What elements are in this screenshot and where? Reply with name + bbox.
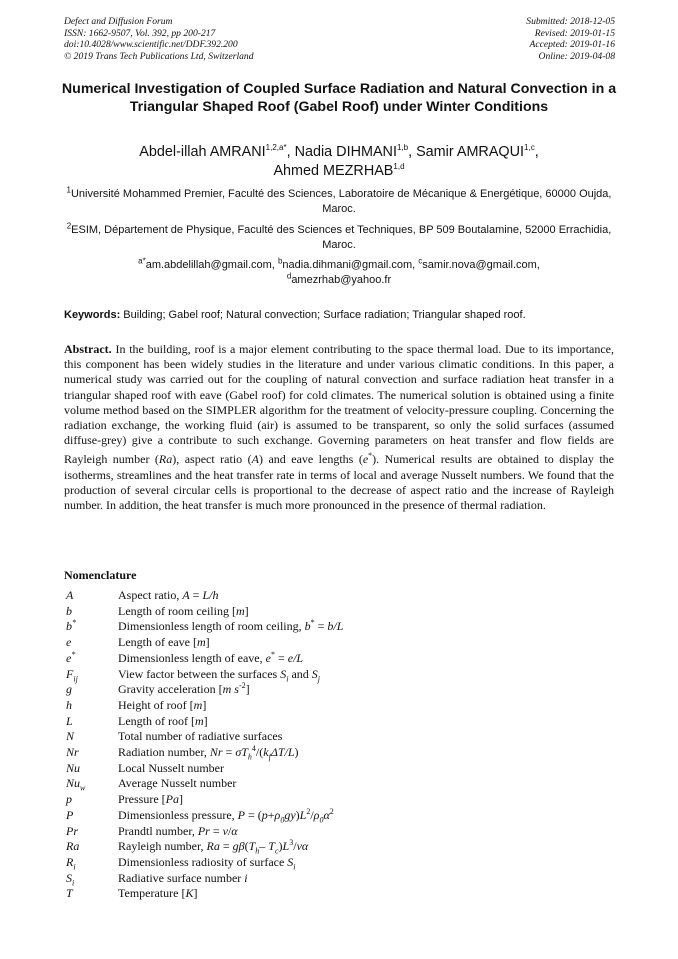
nomenclature-symbol: L: [66, 713, 73, 728]
nomenclature-symbol: $R_i$: [66, 854, 76, 872]
nomenclature-row: [66, 588, 598, 604]
author-list: Abdel-illah $AMRANI^{1,2,a*}$, Nadia DIHMANI$^{1,b}$, Samir AMRAQUI$^{1,c}$, Ahmed MEZRHAB$^{1,d}$: [139, 143, 539, 179]
nomenclature-symbol: h: [66, 697, 72, 712]
nomenclature-symbol: e*: [66, 649, 76, 665]
nomenclature-row: [66, 651, 598, 667]
nomenclature-symbol: N: [66, 729, 75, 744]
nomenclature-description: Dimensionless pressure, $P = (p+\rho_0gy)L^2/\rho_0\alpha^2$: [118, 806, 334, 825]
publication-dates: [526, 16, 615, 62]
abstract-text: In the building, roof is a major element contributing to the space thermal load. Due to its importance, this component has been widely studies in the literature and under various climatic conditions. In this paper, a numerical study was carried out for the coupling of natural convection and surface radiation heat transfer in a triangular shaped roof with eave (Gabel roof) for cold climates. The numerical solution is obtained using a finite volume method based on the SIMPLER algorithm for the treatment of velocity-pressure coupling. Concerning the radiation exchange, the working fluid (air) is assumed to be transparent, so only the solid surfaces (assumed diffuse-grey) give a contribute to such exchange. Governing parameters on heat transfer and flow fields are Rayleigh number (Ra), aspect ratio (A) and eave lengths (e*). Numerical results are obtained to display the isotherms, streamlines and the heat transfer rate in terms of local and average Nusselt numbers. We found that the production of several circular cells is proportional to the decrease of aspect ratio and the increase of Rayleigh number. In addition, the heat transfer is much more pronounced in the presence of thermal radiation.: [64, 342, 614, 513]
nomenclature-table: [66, 588, 598, 902]
nomenclature-description: Dimensionless radiosity of surface $S_i$: [118, 854, 296, 872]
nomenclature-symbol: b*: [66, 618, 76, 634]
nomenclature-heading: Nomenclature: [64, 568, 137, 582]
email-link[interactable]: am.abdelillah@gmail.com,: [145, 259, 278, 271]
author-emails: $^{a*}$am.abdelillah@gmail.com, $^b$nadia.dihmani@gmail.com, $^c$samir.nova@gmail.com, $^d$amezrhab@yahoo.fr: [138, 256, 540, 286]
nomenclature-description: Aspect ratio, A = L/h: [118, 588, 219, 602]
journal-name: Defect and Diffusion Forum: [64, 16, 173, 27]
affiliation-1: $^1$Université Mohammed Premier, Faculté des Sciences, Laboratoire de Mécanique & Energétique, 60000 Oujda, Maroc.: [66, 185, 612, 215]
nomenclature-description: Average Nusselt number: [118, 776, 237, 791]
keywords: [64, 308, 614, 323]
nomenclature-row: [66, 745, 598, 761]
nomenclature-symbol: $S_i$: [66, 870, 75, 888]
nomenclature-description: Length of roof [m]: [118, 713, 208, 728]
nomenclature-description: Local Nusselt number: [118, 760, 224, 775]
nomenclature-description: Length of room ceiling [m]: [118, 603, 249, 618]
nomenclature-description: Radiation number, $Nr = \sigma T_h^4/(k_f\Delta T/L)$: [118, 744, 299, 762]
nomenclature-symbol: Pr: [66, 823, 78, 838]
nomenclature-description: Pressure [Pa]: [118, 792, 183, 807]
nomenclature-description: View factor between the surfaces $S_i$ and $S_j$: [118, 666, 320, 683]
nomenclature-row: [66, 698, 598, 714]
email-link[interactable]: amezrhab@yahoo.fr: [291, 274, 392, 286]
nomenclature-row: [66, 729, 598, 745]
nomenclature-row: [66, 871, 598, 887]
abstract-label: Abstract.: [64, 342, 112, 356]
nomenclature-description: Height of roof [m]: [118, 697, 207, 712]
nomenclature-row: [66, 824, 598, 840]
author: Ahmed MEZRHAB$^{1,d}$: [273, 162, 405, 179]
nomenclature-symbol: Nu: [66, 760, 81, 775]
keywords-label: Keywords:: [64, 309, 121, 321]
nomenclature-symbol: Nr: [66, 745, 79, 760]
date-revised: Revised: 2019-01-15: [534, 27, 615, 39]
nomenclature-symbol: P: [66, 807, 74, 822]
author: Samir AMRAQUI$^{1,c}$: [416, 143, 535, 160]
author: Nadia DIHMANI$^{1,b}$: [294, 143, 409, 160]
affiliation-2: $^2$ESIM, Département de Physique, Faculté des Sciences et Techniques, BP 509 Boutalamine, 52000 Errachidia, Maroc.: [66, 221, 612, 251]
nomenclature-row: [66, 808, 598, 824]
nomenclature-description: Dimensionless length of eave, e* = e/L: [118, 649, 304, 665]
email-link[interactable]: samir.nova@gmail.com,: [422, 259, 540, 271]
date-accepted: Accepted: 2019-01-16: [529, 39, 615, 51]
nomenclature-symbol: $F_{ij}$: [66, 666, 78, 683]
journal-issn: ISSN: 1662-9507, Vol. 392, pp 200-217: [64, 27, 216, 39]
journal-info: [64, 16, 254, 62]
nomenclature-row: [66, 761, 598, 777]
nomenclature-row: [66, 839, 598, 855]
nomenclature-symbol: b: [66, 603, 72, 618]
nomenclature-description: Temperature [K]: [118, 886, 198, 901]
nomenclature-symbol: $Nu_w$: [66, 776, 86, 793]
nomenclature-description: Rayleigh number, $Ra = g\beta(T_h-$ $T_c)L^3/\nu\alpha$: [118, 838, 309, 856]
nomenclature-row: [66, 604, 598, 620]
nomenclature-description: Total number of radiative surfaces: [118, 729, 283, 744]
nomenclature-row: [66, 855, 598, 871]
nomenclature-symbol: e: [66, 635, 72, 650]
nomenclature-description: Gravity acceleration [m $s^{-2}$]: [118, 681, 250, 697]
email-link[interactable]: nadia.dihmani@gmail.com,: [282, 259, 419, 271]
date-online: Online: 2019-04-08: [538, 50, 615, 62]
nomenclature-row: [66, 619, 598, 635]
nomenclature-description: Radiative surface number i: [118, 870, 248, 885]
abstract: [64, 342, 614, 513]
journal-doi: doi:10.4028/www.scientific.net/DDF.392.200: [64, 39, 238, 51]
nomenclature-row: [66, 792, 598, 808]
nomenclature-symbol: T: [66, 886, 73, 901]
nomenclature-row: [66, 714, 598, 730]
nomenclature-row: [66, 886, 598, 902]
nomenclature-symbol: p: [66, 792, 72, 807]
nomenclature-description: Length of eave [m]: [118, 635, 210, 650]
nomenclature-symbol: g: [66, 682, 72, 697]
nomenclature-symbol: A: [66, 588, 74, 602]
nomenclature-description: Dimensionless length of room ceiling, b* = b/L: [118, 618, 344, 634]
nomenclature-row: [66, 635, 598, 651]
author: Abdel-illah $AMRANI^{1,2,a*}$: [139, 143, 287, 160]
journal-copyright: © 2019 Trans Tech Publications Ltd, Switzerland: [64, 50, 254, 62]
keywords-text: Building; Gabel roof; Natural convection; Surface radiation; Triangular shaped roof.: [120, 309, 526, 321]
nomenclature-symbol: Ra: [66, 839, 80, 854]
date-submitted: Submitted: 2018-12-05: [526, 16, 615, 27]
nomenclature-description: Prandtl number, Pr = ν/α: [118, 823, 238, 838]
paper-title: Numerical Investigation of Coupled Surface Radiation and Natural Convection in a Triangular Shaped Roof (Gabel Roof) under Winter Conditions: [61, 81, 617, 115]
nomenclature-row: [66, 667, 598, 683]
nomenclature-row: [66, 776, 598, 792]
nomenclature-row: [66, 682, 598, 698]
